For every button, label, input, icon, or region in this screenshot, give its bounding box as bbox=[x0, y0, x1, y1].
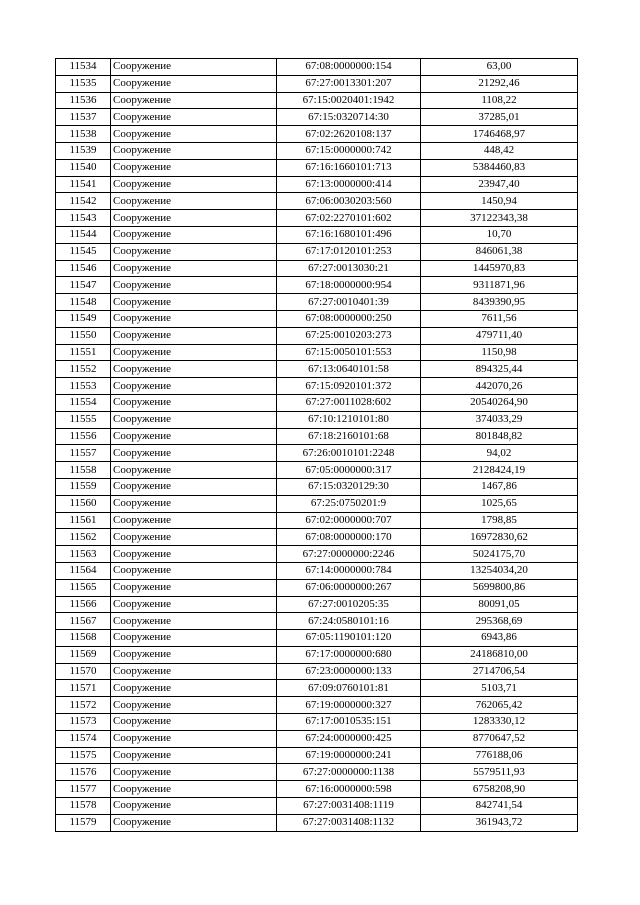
object-type-cell: Сооружение bbox=[111, 613, 277, 630]
object-type-cell: Сооружение bbox=[111, 92, 277, 109]
table-row bbox=[56, 462, 578, 479]
cadastral-number-cell: 67:15:0320129:30 bbox=[277, 478, 421, 495]
cadastral-number-cell: 67:18:2160101:68 bbox=[277, 428, 421, 445]
cadastral-number-cell: 67:26:0010101:2248 bbox=[277, 445, 421, 462]
object-type-cell: Сооружение bbox=[111, 445, 277, 462]
cadastral-value-cell: 2714706,54 bbox=[421, 663, 578, 680]
cadastral-number-cell: 67:08:0000000:170 bbox=[277, 529, 421, 546]
cadastral-number-cell: 67:16:0000000:598 bbox=[277, 781, 421, 798]
object-type-cell: Сооружение bbox=[111, 579, 277, 596]
cadastral-number-cell: 67:05:1190101:120 bbox=[277, 630, 421, 647]
object-type-cell: Сооружение bbox=[111, 814, 277, 831]
cadastral-number-cell: 67:15:0050101:553 bbox=[277, 344, 421, 361]
table-row bbox=[56, 243, 578, 260]
object-type-cell: Сооружение bbox=[111, 260, 277, 277]
object-type-cell: Сооружение bbox=[111, 210, 277, 227]
cadastral-value-cell: 762065,42 bbox=[421, 697, 578, 714]
row-number-cell: 11535 bbox=[56, 75, 111, 92]
cadastral-value-cell: 1283330,12 bbox=[421, 714, 578, 731]
table-row bbox=[56, 226, 578, 243]
cadastral-number-cell: 67:16:1680101:496 bbox=[277, 226, 421, 243]
row-number-cell: 11572 bbox=[56, 697, 111, 714]
table-row bbox=[56, 781, 578, 798]
cadastral-number-cell: 67:08:0000000:250 bbox=[277, 310, 421, 327]
row-number-cell: 11564 bbox=[56, 562, 111, 579]
row-number-cell: 11561 bbox=[56, 512, 111, 529]
cadastral-number-cell: 67:27:0013030:21 bbox=[277, 260, 421, 277]
cadastral-number-cell: 67:02:2270101:602 bbox=[277, 210, 421, 227]
cadastral-value-cell: 94,02 bbox=[421, 445, 578, 462]
cadastral-number-cell: 67:15:0920101:372 bbox=[277, 378, 421, 395]
cadastral-value-cell: 16972830,62 bbox=[421, 529, 578, 546]
cadastral-number-cell: 67:18:0000000:954 bbox=[277, 277, 421, 294]
object-type-cell: Сооружение bbox=[111, 142, 277, 159]
row-number-cell: 11558 bbox=[56, 462, 111, 479]
object-type-cell: Сооружение bbox=[111, 714, 277, 731]
table-row bbox=[56, 159, 578, 176]
cadastral-value-cell: 776188,06 bbox=[421, 747, 578, 764]
object-type-cell: Сооружение bbox=[111, 730, 277, 747]
cadastral-value-cell: 801848,82 bbox=[421, 428, 578, 445]
cadastral-number-cell: 67:17:0010535:151 bbox=[277, 714, 421, 731]
cadastral-number-cell: 67:27:0011028:602 bbox=[277, 394, 421, 411]
object-type-cell: Сооружение bbox=[111, 562, 277, 579]
row-number-cell: 11546 bbox=[56, 260, 111, 277]
row-number-cell: 11541 bbox=[56, 176, 111, 193]
cadastral-value-cell: 846061,38 bbox=[421, 243, 578, 260]
object-type-cell: Сооружение bbox=[111, 277, 277, 294]
object-type-cell: Сооружение bbox=[111, 176, 277, 193]
property-registry-table bbox=[55, 58, 578, 832]
cadastral-number-cell: 67:27:0000000:2246 bbox=[277, 546, 421, 563]
table-row bbox=[56, 445, 578, 462]
cadastral-value-cell: 374033,29 bbox=[421, 411, 578, 428]
table-row bbox=[56, 344, 578, 361]
cadastral-value-cell: 1746468,97 bbox=[421, 126, 578, 143]
cadastral-value-cell: 5579511,93 bbox=[421, 764, 578, 781]
cadastral-number-cell: 67:23:0000000:133 bbox=[277, 663, 421, 680]
cadastral-value-cell: 2128424,19 bbox=[421, 462, 578, 479]
table-row bbox=[56, 546, 578, 563]
cadastral-value-cell: 10,70 bbox=[421, 226, 578, 243]
object-type-cell: Сооружение bbox=[111, 680, 277, 697]
cadastral-number-cell: 67:13:0640101:58 bbox=[277, 361, 421, 378]
cadastral-number-cell: 67:02:0000000:707 bbox=[277, 512, 421, 529]
row-number-cell: 11575 bbox=[56, 747, 111, 764]
table-row bbox=[56, 613, 578, 630]
object-type-cell: Сооружение bbox=[111, 109, 277, 126]
row-number-cell: 11579 bbox=[56, 814, 111, 831]
cadastral-number-cell: 67:25:0750201:9 bbox=[277, 495, 421, 512]
cadastral-value-cell: 8439390,95 bbox=[421, 294, 578, 311]
table-row bbox=[56, 411, 578, 428]
table-row bbox=[56, 646, 578, 663]
table-row bbox=[56, 680, 578, 697]
cadastral-number-cell: 67:15:0320714:30 bbox=[277, 109, 421, 126]
row-number-cell: 11553 bbox=[56, 378, 111, 395]
row-number-cell: 11539 bbox=[56, 142, 111, 159]
table-row bbox=[56, 260, 578, 277]
row-number-cell: 11574 bbox=[56, 730, 111, 747]
cadastral-value-cell: 9311871,96 bbox=[421, 277, 578, 294]
object-type-cell: Сооружение bbox=[111, 361, 277, 378]
object-type-cell: Сооружение bbox=[111, 327, 277, 344]
object-type-cell: Сооружение bbox=[111, 378, 277, 395]
cadastral-number-cell: 67:06:0030203:560 bbox=[277, 193, 421, 210]
row-number-cell: 11577 bbox=[56, 781, 111, 798]
row-number-cell: 11542 bbox=[56, 193, 111, 210]
cadastral-number-cell: 67:13:0000000:414 bbox=[277, 176, 421, 193]
object-type-cell: Сооружение bbox=[111, 512, 277, 529]
cadastral-value-cell: 5384460,83 bbox=[421, 159, 578, 176]
row-number-cell: 11543 bbox=[56, 210, 111, 227]
object-type-cell: Сооружение bbox=[111, 159, 277, 176]
row-number-cell: 11538 bbox=[56, 126, 111, 143]
row-number-cell: 11545 bbox=[56, 243, 111, 260]
object-type-cell: Сооружение bbox=[111, 394, 277, 411]
table-row bbox=[56, 277, 578, 294]
object-type-cell: Сооружение bbox=[111, 428, 277, 445]
object-type-cell: Сооружение bbox=[111, 798, 277, 815]
object-type-cell: Сооружение bbox=[111, 193, 277, 210]
cadastral-number-cell: 67:27:0000000:1138 bbox=[277, 764, 421, 781]
table-row bbox=[56, 529, 578, 546]
row-number-cell: 11556 bbox=[56, 428, 111, 445]
table-row bbox=[56, 126, 578, 143]
row-number-cell: 11549 bbox=[56, 310, 111, 327]
cadastral-number-cell: 67:16:1660101:713 bbox=[277, 159, 421, 176]
cadastral-number-cell: 67:06:0000000:267 bbox=[277, 579, 421, 596]
table-row bbox=[56, 495, 578, 512]
table-row bbox=[56, 176, 578, 193]
object-type-cell: Сооружение bbox=[111, 126, 277, 143]
cadastral-number-cell: 67:17:0000000:680 bbox=[277, 646, 421, 663]
object-type-cell: Сооружение bbox=[111, 59, 277, 76]
cadastral-number-cell: 67:24:0580101:16 bbox=[277, 613, 421, 630]
cadastral-number-cell: 67:27:0031408:1132 bbox=[277, 814, 421, 831]
cadastral-value-cell: 24186810,00 bbox=[421, 646, 578, 663]
object-type-cell: Сооружение bbox=[111, 294, 277, 311]
row-number-cell: 11544 bbox=[56, 226, 111, 243]
cadastral-value-cell: 6758208,90 bbox=[421, 781, 578, 798]
cadastral-number-cell: 67:09:0760101:81 bbox=[277, 680, 421, 697]
cadastral-number-cell: 67:19:0000000:327 bbox=[277, 697, 421, 714]
cadastral-value-cell: 442070,26 bbox=[421, 378, 578, 395]
row-number-cell: 11536 bbox=[56, 92, 111, 109]
cadastral-value-cell: 63,00 bbox=[421, 59, 578, 76]
table-row bbox=[56, 764, 578, 781]
cadastral-number-cell: 67:14:0000000:784 bbox=[277, 562, 421, 579]
table-row bbox=[56, 512, 578, 529]
cadastral-value-cell: 1445970,83 bbox=[421, 260, 578, 277]
object-type-cell: Сооружение bbox=[111, 344, 277, 361]
cadastral-value-cell: 1467,86 bbox=[421, 478, 578, 495]
row-number-cell: 11565 bbox=[56, 579, 111, 596]
cadastral-number-cell: 67:27:0031408:1119 bbox=[277, 798, 421, 815]
row-number-cell: 11548 bbox=[56, 294, 111, 311]
object-type-cell: Сооружение bbox=[111, 764, 277, 781]
cadastral-value-cell: 361943,72 bbox=[421, 814, 578, 831]
cadastral-value-cell: 80091,05 bbox=[421, 596, 578, 613]
table-row bbox=[56, 361, 578, 378]
object-type-cell: Сооружение bbox=[111, 495, 277, 512]
cadastral-value-cell: 37285,01 bbox=[421, 109, 578, 126]
row-number-cell: 11551 bbox=[56, 344, 111, 361]
table-row bbox=[56, 747, 578, 764]
row-number-cell: 11571 bbox=[56, 680, 111, 697]
cadastral-number-cell: 67:15:0000000:742 bbox=[277, 142, 421, 159]
table-row bbox=[56, 428, 578, 445]
object-type-cell: Сооружение bbox=[111, 462, 277, 479]
cadastral-value-cell: 448,42 bbox=[421, 142, 578, 159]
cadastral-value-cell: 5103,71 bbox=[421, 680, 578, 697]
cadastral-value-cell: 23947,40 bbox=[421, 176, 578, 193]
cadastral-value-cell: 842741,54 bbox=[421, 798, 578, 815]
table-row bbox=[56, 92, 578, 109]
row-number-cell: 11566 bbox=[56, 596, 111, 613]
table-row bbox=[56, 697, 578, 714]
cadastral-number-cell: 67:15:0020401:1942 bbox=[277, 92, 421, 109]
table-row bbox=[56, 394, 578, 411]
table-row bbox=[56, 142, 578, 159]
table-row bbox=[56, 714, 578, 731]
cadastral-value-cell: 1025,65 bbox=[421, 495, 578, 512]
row-number-cell: 11568 bbox=[56, 630, 111, 647]
table-row bbox=[56, 310, 578, 327]
cadastral-value-cell: 1150,98 bbox=[421, 344, 578, 361]
table-row bbox=[56, 478, 578, 495]
cadastral-number-cell: 67:08:0000000:154 bbox=[277, 59, 421, 76]
row-number-cell: 11552 bbox=[56, 361, 111, 378]
row-number-cell: 11547 bbox=[56, 277, 111, 294]
row-number-cell: 11559 bbox=[56, 478, 111, 495]
object-type-cell: Сооружение bbox=[111, 478, 277, 495]
table-row bbox=[56, 663, 578, 680]
object-type-cell: Сооружение bbox=[111, 646, 277, 663]
cadastral-value-cell: 21292,46 bbox=[421, 75, 578, 92]
object-type-cell: Сооружение bbox=[111, 630, 277, 647]
cadastral-value-cell: 479711,40 bbox=[421, 327, 578, 344]
table-row bbox=[56, 814, 578, 831]
cadastral-number-cell: 67:02:2620108:137 bbox=[277, 126, 421, 143]
table-row bbox=[56, 210, 578, 227]
table-row bbox=[56, 59, 578, 76]
cadastral-value-cell: 1798,85 bbox=[421, 512, 578, 529]
object-type-cell: Сооружение bbox=[111, 310, 277, 327]
object-type-cell: Сооружение bbox=[111, 243, 277, 260]
row-number-cell: 11550 bbox=[56, 327, 111, 344]
object-type-cell: Сооружение bbox=[111, 596, 277, 613]
cadastral-number-cell: 67:25:0010203:273 bbox=[277, 327, 421, 344]
table-row bbox=[56, 579, 578, 596]
row-number-cell: 11557 bbox=[56, 445, 111, 462]
row-number-cell: 11578 bbox=[56, 798, 111, 815]
table-row bbox=[56, 193, 578, 210]
row-number-cell: 11560 bbox=[56, 495, 111, 512]
object-type-cell: Сооружение bbox=[111, 697, 277, 714]
row-number-cell: 11573 bbox=[56, 714, 111, 731]
table-row bbox=[56, 798, 578, 815]
row-number-cell: 11540 bbox=[56, 159, 111, 176]
row-number-cell: 11554 bbox=[56, 394, 111, 411]
cadastral-number-cell: 67:19:0000000:241 bbox=[277, 747, 421, 764]
object-type-cell: Сооружение bbox=[111, 546, 277, 563]
table-row bbox=[56, 109, 578, 126]
row-number-cell: 11576 bbox=[56, 764, 111, 781]
object-type-cell: Сооружение bbox=[111, 781, 277, 798]
object-type-cell: Сооружение bbox=[111, 411, 277, 428]
row-number-cell: 11562 bbox=[56, 529, 111, 546]
cadastral-value-cell: 5699800,86 bbox=[421, 579, 578, 596]
table-row bbox=[56, 378, 578, 395]
row-number-cell: 11563 bbox=[56, 546, 111, 563]
table-row bbox=[56, 596, 578, 613]
cadastral-number-cell: 67:24:0000000:425 bbox=[277, 730, 421, 747]
cadastral-value-cell: 37122343,38 bbox=[421, 210, 578, 227]
row-number-cell: 11569 bbox=[56, 646, 111, 663]
row-number-cell: 11570 bbox=[56, 663, 111, 680]
table-row bbox=[56, 75, 578, 92]
cadastral-number-cell: 67:17:0120101:253 bbox=[277, 243, 421, 260]
table-row bbox=[56, 730, 578, 747]
object-type-cell: Сооружение bbox=[111, 747, 277, 764]
cadastral-value-cell: 7611,56 bbox=[421, 310, 578, 327]
object-type-cell: Сооружение bbox=[111, 75, 277, 92]
object-type-cell: Сооружение bbox=[111, 663, 277, 680]
cadastral-value-cell: 295368,69 bbox=[421, 613, 578, 630]
table-row bbox=[56, 630, 578, 647]
table-row bbox=[56, 562, 578, 579]
row-number-cell: 11567 bbox=[56, 613, 111, 630]
cadastral-value-cell: 894325,44 bbox=[421, 361, 578, 378]
cadastral-value-cell: 13254034,20 bbox=[421, 562, 578, 579]
row-number-cell: 11537 bbox=[56, 109, 111, 126]
table-row bbox=[56, 294, 578, 311]
cadastral-number-cell: 67:27:0010401:39 bbox=[277, 294, 421, 311]
object-type-cell: Сооружение bbox=[111, 529, 277, 546]
object-type-cell: Сооружение bbox=[111, 226, 277, 243]
cadastral-value-cell: 8770647,52 bbox=[421, 730, 578, 747]
cadastral-number-cell: 67:27:0013301:207 bbox=[277, 75, 421, 92]
cadastral-value-cell: 6943,86 bbox=[421, 630, 578, 647]
cadastral-value-cell: 20540264,90 bbox=[421, 394, 578, 411]
row-number-cell: 11555 bbox=[56, 411, 111, 428]
cadastral-number-cell: 67:05:0000000:317 bbox=[277, 462, 421, 479]
registry-table-body bbox=[56, 59, 578, 832]
cadastral-value-cell: 1108,22 bbox=[421, 92, 578, 109]
row-number-cell: 11534 bbox=[56, 59, 111, 76]
cadastral-number-cell: 67:10:1210101:80 bbox=[277, 411, 421, 428]
cadastral-value-cell: 5024175,70 bbox=[421, 546, 578, 563]
table-row bbox=[56, 327, 578, 344]
cadastral-value-cell: 1450,94 bbox=[421, 193, 578, 210]
cadastral-number-cell: 67:27:0010205:35 bbox=[277, 596, 421, 613]
